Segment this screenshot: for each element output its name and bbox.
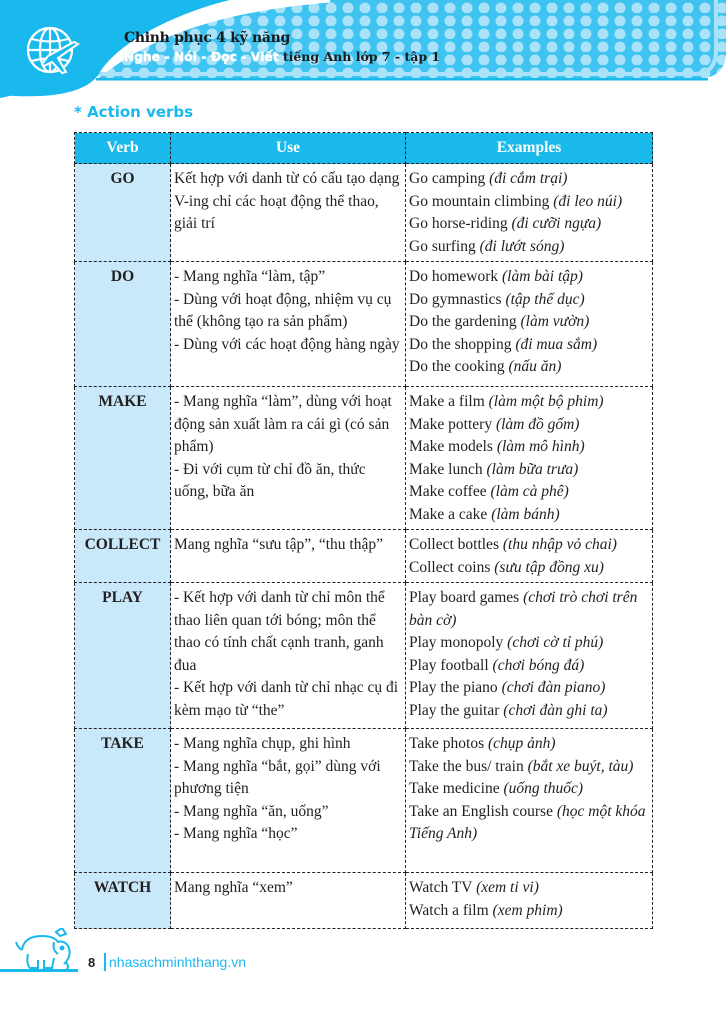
example-item (409, 587, 649, 632)
use-line: - Mang nghĩa chụp, ghi hình (174, 735, 351, 752)
example-english: Play the piano (409, 679, 498, 696)
example-item (409, 289, 649, 312)
example-item (409, 481, 649, 504)
use-line: - Mang nghĩa “học” (174, 825, 298, 842)
table-row (75, 873, 653, 929)
use-line: - Mang nghĩa “bắt, gọi” dùng với phương tiện (174, 757, 381, 797)
example-english: Play football (409, 656, 489, 674)
use-cell (171, 530, 406, 583)
example-vietnamese: (thu nhập vỏ chai) (502, 536, 617, 553)
example-english: Make a film (409, 393, 485, 410)
examples-cell (406, 262, 653, 387)
example-english: Do the cooking (409, 358, 505, 375)
example-item (409, 801, 649, 846)
example-english: Make lunch (409, 460, 483, 478)
example-item (409, 334, 649, 357)
example-item (409, 391, 649, 414)
example-english: Play monopoly (409, 634, 504, 651)
example-vietnamese: (nấu ăn) (508, 358, 562, 375)
example-vietnamese: (học một khóa Tiếng Anh) (409, 802, 646, 842)
example-item (409, 311, 649, 334)
example-item (409, 168, 649, 191)
example-item (409, 504, 649, 527)
action-verbs-table (74, 132, 653, 929)
example-item (409, 733, 649, 756)
use-cell (171, 729, 406, 873)
example-vietnamese: (đi lướt sóng) (479, 237, 565, 255)
use-line: Kết hợp với danh từ có cấu tạo dạng V-ing chỉ các hoạt động thể thao, giải trí (174, 170, 400, 232)
example-item (409, 677, 649, 700)
example-vietnamese: (làm mô hình) (496, 438, 585, 455)
example-item (409, 756, 649, 779)
page-header (0, 0, 726, 110)
example-vietnamese: (làm vườn) (520, 313, 590, 330)
table-header-row (75, 133, 653, 164)
verb-cell: GO (75, 164, 171, 262)
example-english: Take the bus/ train (409, 757, 524, 775)
column-header-use: Use (171, 133, 406, 164)
globe-plane-icon (22, 22, 82, 78)
example-vietnamese: (đi mua sắm) (515, 335, 598, 353)
use-cell (171, 583, 406, 729)
verb-cell: WATCH (75, 873, 171, 929)
example-english: Go horse-riding (409, 215, 508, 232)
example-vietnamese: (xem phim) (492, 901, 563, 919)
verb-cell: TAKE (75, 729, 171, 873)
footer-accent-line (0, 969, 78, 972)
example-item (409, 213, 649, 236)
example-english: Make models (409, 438, 493, 455)
header-subtitle-row (124, 49, 440, 64)
use-line: - Kết hợp với danh từ chỉ nhạc cụ đi kèm mạo từ “the” (174, 679, 399, 719)
use-cell (171, 387, 406, 530)
examples-cell (406, 387, 653, 530)
example-english: Do gymnastics (409, 290, 502, 308)
table-row (75, 387, 653, 530)
example-vietnamese: (làm bánh) (491, 505, 560, 523)
example-item (409, 900, 649, 923)
example-vietnamese: (làm bữa trưa) (486, 460, 579, 478)
example-english: Take an English course (409, 802, 553, 820)
example-vietnamese: (tập thể dục) (505, 290, 585, 308)
example-english: Make pottery (409, 415, 493, 433)
examples-cell (406, 530, 653, 583)
examples-cell (406, 873, 653, 929)
example-english: Go mountain climbing (409, 192, 550, 210)
example-vietnamese: (chơi cờ tỉ phú) (507, 634, 604, 651)
example-english: Do the gardening (409, 313, 517, 330)
example-english: Go camping (409, 170, 486, 187)
example-vietnamese: (chơi trò chơi trên bàn cờ) (409, 589, 638, 629)
example-item (409, 436, 649, 459)
table-row (75, 583, 653, 729)
example-item (409, 191, 649, 214)
example-english: Collect coins (409, 558, 491, 576)
example-item (409, 778, 649, 801)
example-vietnamese: (chơi đàn ghi ta) (503, 701, 608, 719)
example-item (409, 655, 649, 678)
footer-separator (104, 953, 106, 971)
examples-cell (406, 164, 653, 262)
example-item (409, 700, 649, 723)
use-line: - Dùng với các hoạt động hàng ngày (174, 335, 400, 353)
example-english: Play board games (409, 589, 520, 606)
use-line: Mang nghĩa “sưu tập”, “thu thập” (174, 536, 383, 553)
verb-cell: MAKE (75, 387, 171, 530)
example-item (409, 459, 649, 482)
example-vietnamese: (sưu tập đồng xu) (494, 558, 604, 576)
example-english: Watch TV (409, 879, 473, 896)
example-english: Take medicine (409, 780, 500, 797)
example-item (409, 356, 649, 379)
use-line: - Mang nghĩa “làm”, dùng với hoạt động sản xuất làm ra cái gì (có sản phẩm) (174, 393, 392, 455)
example-item (409, 557, 649, 580)
example-vietnamese: (làm cà phê) (490, 483, 569, 500)
examples-cell (406, 583, 653, 729)
example-vietnamese: (làm một bộ phim) (488, 393, 604, 410)
example-item (409, 534, 649, 557)
example-english: Collect bottles (409, 536, 499, 553)
use-line: - Mang nghĩa “làm, tập” (174, 268, 326, 285)
use-cell (171, 262, 406, 387)
example-english: Go surfing (409, 237, 476, 255)
example-english: Make coffee (409, 483, 487, 500)
example-item (409, 266, 649, 289)
verb-cell: DO (75, 262, 171, 387)
example-vietnamese: (uống thuốc) (503, 780, 584, 797)
example-vietnamese: (chụp ảnh) (487, 735, 556, 752)
table-row (75, 530, 653, 583)
table-row (75, 729, 653, 873)
example-english: Play the guitar (409, 701, 500, 719)
use-line: - Đi với cụm từ chỉ đồ ăn, thức uống, bữa ăn (174, 460, 366, 500)
header-series-title: Chinh phục 4 kỹ năng (124, 30, 290, 46)
table-row (75, 262, 653, 387)
use-line: - Kết hợp với danh từ chỉ môn thể thao liên quan tới bóng; môn thể thao có tính chất cạnh tranh, ganh đua (174, 589, 385, 674)
header-skills: Nghe - Nói - Đọc - Viết (124, 49, 279, 64)
example-vietnamese: (làm bài tập) (502, 268, 583, 285)
example-vietnamese: (bắt xe buýt, tàu) (527, 757, 634, 775)
verb-cell: COLLECT (75, 530, 171, 583)
example-vietnamese: (chơi đàn piano) (501, 679, 606, 696)
examples-cell (406, 729, 653, 873)
example-item (409, 632, 649, 655)
example-vietnamese: (đi cưỡi ngựa) (511, 215, 602, 232)
verb-cell: PLAY (75, 583, 171, 729)
page-number: 8 (88, 955, 96, 970)
example-vietnamese: (làm đồ gốm) (495, 415, 580, 433)
use-cell (171, 873, 406, 929)
use-line: - Dùng với hoạt động, nhiệm vụ cụ thể (không tạo ra sản phẩm) (174, 290, 392, 330)
example-item (409, 877, 649, 900)
use-line: Mang nghĩa “xem” (174, 879, 293, 896)
example-english: Make a cake (409, 505, 488, 523)
example-vietnamese: (xem ti vi) (476, 879, 539, 896)
table-row (75, 164, 653, 262)
example-english: Watch a film (409, 901, 489, 919)
example-item (409, 236, 649, 259)
example-vietnamese: (đi leo núi) (553, 192, 623, 210)
example-item (409, 414, 649, 437)
section-title: * Action verbs (74, 103, 194, 121)
header-book-subtitle: tiếng Anh lớp 7 - tập 1 (282, 49, 441, 64)
example-english: Take photos (409, 735, 485, 752)
column-header-verb: Verb (75, 133, 171, 164)
use-cell (171, 164, 406, 262)
use-line: - Mang nghĩa “ăn, uống” (174, 802, 329, 820)
example-english: Do homework (409, 268, 499, 285)
website-link[interactable]: nhasachminhthang.vn (109, 954, 246, 970)
column-header-examples: Examples (406, 133, 653, 164)
example-vietnamese: (chơi bóng đá) (492, 656, 585, 674)
example-vietnamese: (đi cắm trại) (489, 170, 568, 187)
example-english: Do the shopping (409, 335, 512, 353)
